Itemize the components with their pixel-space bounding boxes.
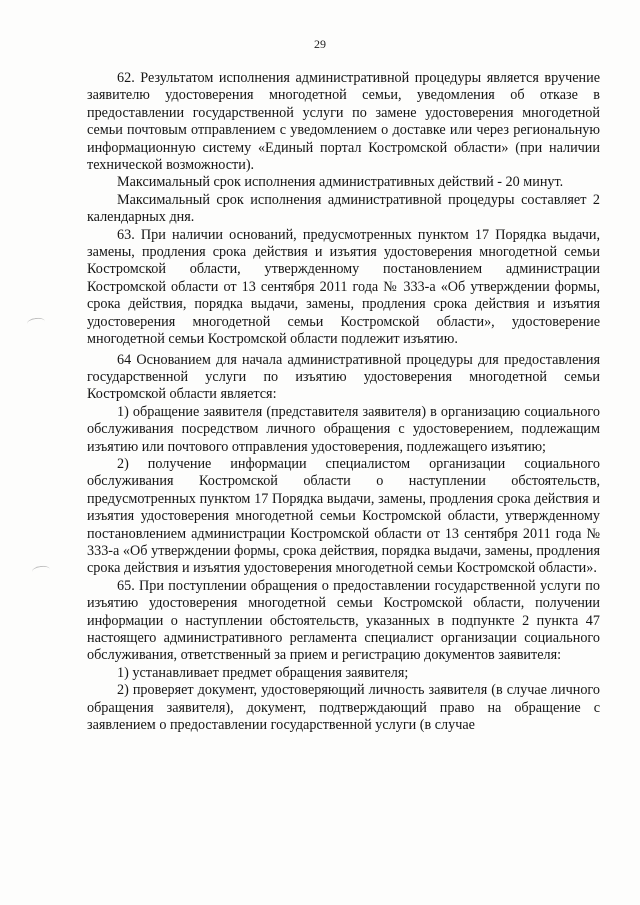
paragraph-max-action-time: Максимальный срок исполнения административных действий - 20 минут. (117, 174, 564, 191)
paragraph-64: 64 Основанием для начала административной процедуры для предоставления государственной услуги по изъятию удостоверения многодетной семьи Костромской области является: (87, 351, 600, 403)
margin-pencil-mark (31, 565, 50, 576)
paragraph-65-item-1: 1) устанавливает предмет обращения заявителя; (117, 664, 409, 681)
margin-pencil-mark (26, 317, 45, 328)
paragraph-65-item-2: 2) проверяет документ, удостоверяющий личность заявителя (в случае личного обращения заявителя), документ, подтверждающий право на обращение с заявлением о предоставлении государственной услуги (в случае (87, 682, 600, 734)
paragraph-64-item-2: 2) получение информации специалистом организации социального обслуживания Костромской области о наступлении обстоятельств, предусмотренных пунктом 17 Порядка выдачи, замены, продления срока действия и изъятия удостоверения многодетной семьи Костромской области, утвержденному постановлением администрации Костромской области от 13 сентября 2011 года № 333-а «Об утверждении формы, срока действия, порядка выдачи, замены, продления срока действия и изъятия удостоверения многодетной семьи Костромской области». (87, 455, 600, 577)
paragraph-64-item-1: 1) обращение заявителя (представителя заявителя) в организацию социального обслуживания посредством личного обращения с удостоверением, подлежащим изъятию или почтового отправления удостоверения, подлежащего изъятию; (87, 403, 600, 455)
page-number: 29 (314, 37, 326, 51)
paragraph-63: 63. При наличии оснований, предусмотренных пунктом 17 Порядка выдачи, замены, продления срока действия и изъятия удостоверения многодетной семьи Костромской области, утвержденному постановлением администрации Костромской области от 13 сентября 2011 года № 333-а «Об утверждении формы, срока действия, порядка выдачи, замены, продления срока действия и изъятия удостоверения многодетной семьи Костромской области», удостоверение многодетной семьи Костромской области подлежит изъятию. (87, 226, 600, 348)
document-body (87, 70, 600, 734)
paragraph-62: 62. Результатом исполнения административной процедуры является вручение заявителю удостоверения многодетной семьи, уведомления об отказе в предоставлении государственной услуги по замене удостоверения многодетной семьи почтовым отправлением с уведомлением о доставке или через региональную информационную систему «Единый портал Костромской области» (при наличии технической возможности). (87, 70, 600, 174)
paragraph-max-procedure-time: Максимальный срок исполнения административной процедуры составляет 2 календарных дня. (87, 191, 600, 226)
paragraph-65: 65. При поступлении обращения о предоставлении государственной услуги по изъятию удостоверения многодетной семьи Костромской области, получении информации о наступлении обстоятельств, указанных в подпункте 2 пункта 47 настоящего административного регламента специалист организации социального обслуживания, ответственный за прием и регистрацию документов заявителя: (87, 577, 600, 664)
